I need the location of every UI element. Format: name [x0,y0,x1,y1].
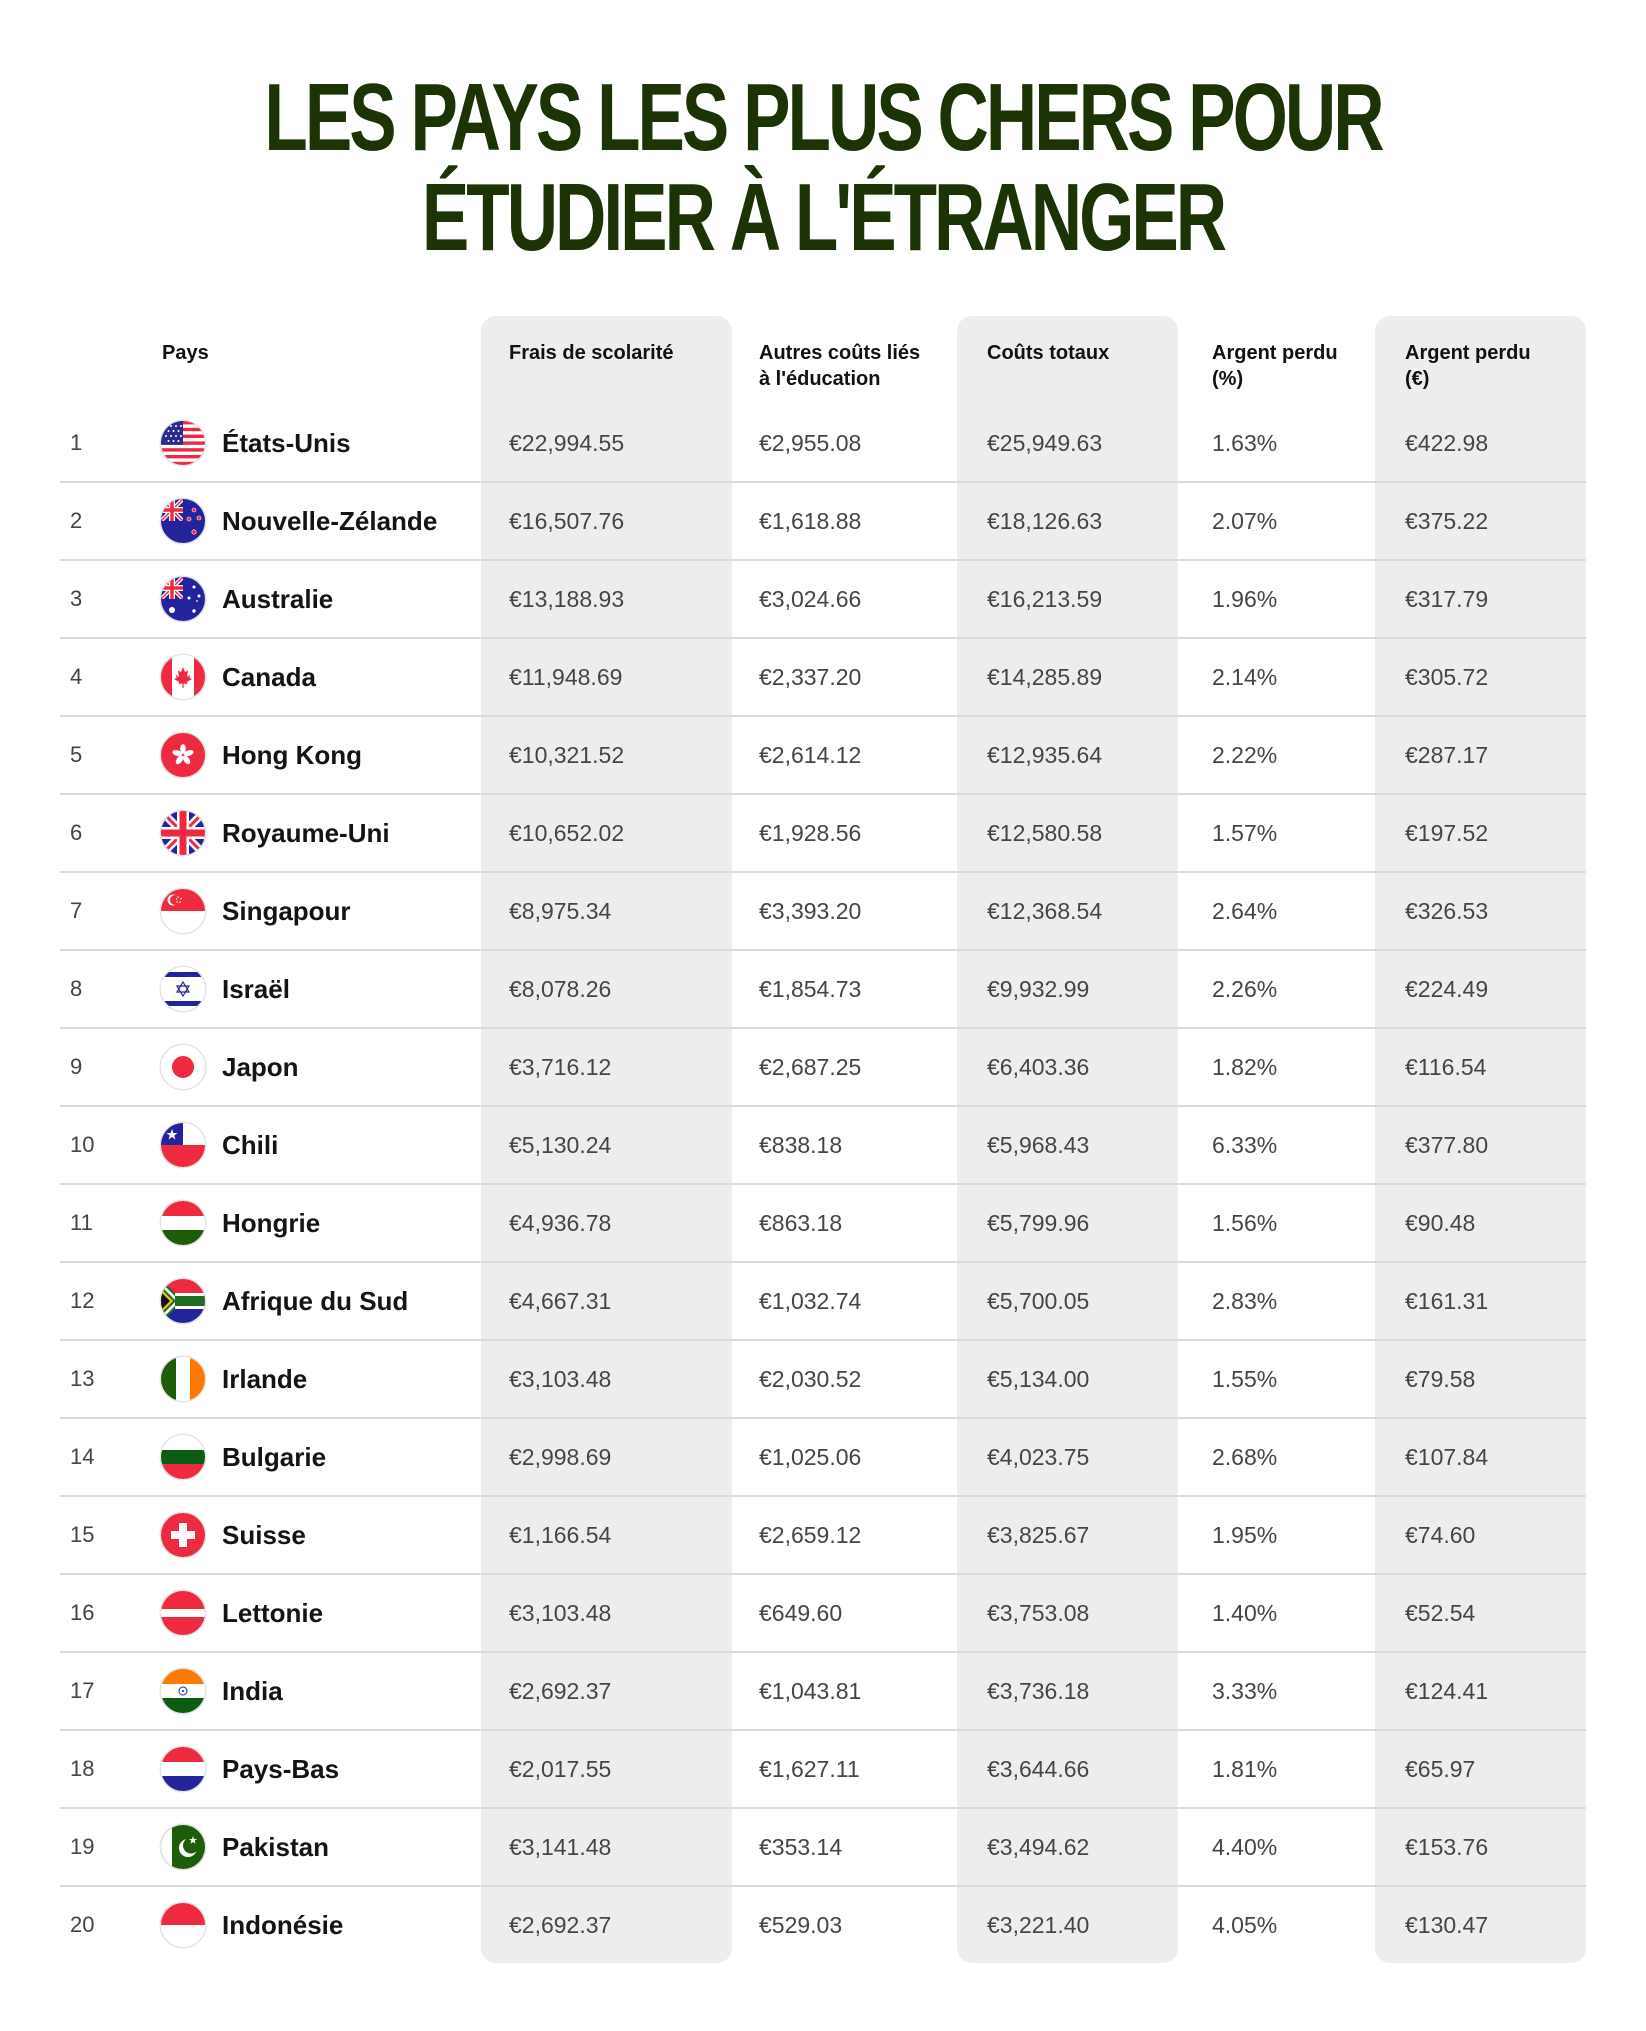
lost-pct-value: 1.57% [1212,820,1278,846]
tuition-value: €8,975.34 [509,898,612,924]
total-costs-value: €3,753.08 [987,1600,1090,1626]
tuition-value: €10,321.52 [509,742,625,768]
rank: 3 [70,586,83,611]
lost-eur-value: €305.72 [1405,664,1489,690]
lost-pct-value: 2.83% [1212,1288,1278,1314]
rank: 6 [70,820,83,845]
header-lost-pct-line1: Argent perdu [1212,342,1338,364]
country-name: Chili [222,1130,279,1160]
other-costs-value: €3,393.20 [759,898,862,924]
header-other-costs [759,340,920,392]
lost-eur-value: €317.79 [1405,586,1489,612]
table-row [60,1497,1586,1575]
total-costs-value: €5,700.05 [987,1288,1090,1314]
other-costs-value: €3,024.66 [759,586,862,612]
lost-eur-value: €375.22 [1405,508,1489,534]
other-costs-value: €649.60 [759,1600,843,1626]
tuition-value: €4,667.31 [509,1288,612,1314]
table-row [60,1575,1586,1653]
total-costs-value: €12,935.64 [987,742,1103,768]
other-costs-value: €863.18 [759,1210,843,1236]
lost-pct-value: 1.81% [1212,1756,1278,1782]
table-row [60,1887,1586,1965]
total-costs-value: €18,126.63 [987,508,1103,534]
header-lost-pct-line2: (%) [1212,368,1244,390]
country-name: Nouvelle-Zélande [222,506,438,536]
flag-ireland-icon [161,1357,205,1401]
table-row [60,1653,1586,1731]
lost-eur-value: €74.60 [1405,1522,1476,1548]
lost-pct-value: 1.95% [1212,1522,1278,1548]
other-costs-value: €1,854.73 [759,976,862,1002]
rank: 12 [70,1288,95,1313]
rank: 2 [70,508,83,533]
lost-eur-value: €107.84 [1405,1444,1489,1470]
table-row [60,561,1586,639]
table-row [60,795,1586,873]
other-costs-value: €1,928.56 [759,820,862,846]
rank: 11 [70,1210,93,1235]
country-name: Hongrie [222,1208,321,1238]
other-costs-value: €353.14 [759,1834,843,1860]
lost-pct-value: 1.56% [1212,1210,1278,1236]
lost-eur-value: €161.31 [1405,1288,1489,1314]
total-costs-value: €25,949.63 [987,430,1103,456]
country-name: India [222,1676,283,1706]
country-name: Pays-Bas [222,1754,340,1784]
lost-pct-value: 2.68% [1212,1444,1278,1470]
header-country: Pays [162,342,209,364]
rank: 8 [70,976,83,1001]
country-name: États-Unis [222,428,351,458]
flag-hong-kong-icon [161,733,205,777]
table-row [60,717,1586,795]
tuition-value: €5,130.24 [509,1132,612,1158]
flag-hungary-icon [161,1201,205,1245]
tuition-value: €3,103.48 [509,1600,612,1626]
tuition-value: €8,078.26 [509,976,612,1002]
header-other-costs-line2: à l'éducation [759,368,881,390]
total-costs-value: €6,403.36 [987,1054,1090,1080]
lost-eur-value: €90.48 [1405,1210,1476,1236]
lost-pct-value: 2.22% [1212,742,1278,768]
lost-eur-value: €130.47 [1405,1912,1489,1938]
header-lost-eur [1405,340,1531,392]
rank: 4 [70,664,83,689]
header-total-costs: Coûts totaux [987,342,1110,364]
lost-eur-value: €377.80 [1405,1132,1489,1158]
rank: 7 [70,898,83,923]
total-costs-value: €4,023.75 [987,1444,1090,1470]
lost-pct-value: 1.96% [1212,586,1278,612]
flag-india-icon [161,1669,205,1713]
header-other-costs-line1: Autres coûts liés [759,342,921,364]
title-line-1: LES PAYS LES PLUS CHERS POUR [264,64,1382,171]
rank: 17 [70,1678,95,1703]
total-costs-value: €14,285.89 [987,664,1103,690]
header-lost-pct [1212,340,1338,392]
country-name: Israël [222,974,290,1004]
other-costs-value: €1,627.11 [759,1756,860,1782]
country-name: Pakistan [222,1832,329,1862]
lost-pct-value: 2.64% [1212,898,1278,924]
other-costs-value: €2,659.12 [759,1522,862,1548]
total-costs-value: €3,221.40 [987,1912,1090,1938]
country-name: Japon [222,1052,299,1082]
other-costs-value: €838.18 [759,1132,843,1158]
tuition-value: €1,166.54 [509,1522,612,1548]
total-costs-value: €12,368.54 [987,898,1103,924]
other-costs-value: €2,614.12 [759,742,862,768]
total-costs-value: €3,736.18 [987,1678,1090,1704]
rank: 13 [70,1366,95,1391]
flag-pakistan-icon [161,1825,205,1869]
total-costs-value: €9,932.99 [987,976,1090,1002]
total-costs-value: €16,213.59 [987,586,1103,612]
lost-pct-value: 1.40% [1212,1600,1278,1626]
flag-indonesia-icon [161,1903,205,1947]
other-costs-value: €2,955.08 [759,430,862,456]
header-tuition: Frais de scolarité [509,342,674,364]
lost-eur-value: €326.53 [1405,898,1489,924]
other-costs-value: €1,032.74 [759,1288,862,1314]
table-row [60,951,1586,1029]
tuition-value: €3,141.48 [509,1834,612,1860]
country-name: Australie [222,584,334,614]
lost-eur-value: €79.58 [1405,1366,1476,1392]
tuition-value: €22,994.55 [509,430,625,456]
country-name: Royaume-Uni [222,818,390,848]
lost-pct-value: 4.05% [1212,1912,1278,1938]
table-row [60,639,1586,717]
rank: 14 [70,1444,95,1469]
flag-japan-icon [161,1045,205,1089]
rank: 10 [70,1132,95,1157]
flag-new-zealand-icon [161,499,205,543]
country-name: Indonésie [222,1910,344,1940]
flag-latvia-icon [161,1591,205,1635]
lost-pct-value: 3.33% [1212,1678,1278,1704]
tuition-value: €11,948.69 [509,664,623,690]
flag-switzerland-icon [161,1513,205,1557]
country-name: Afrique du Sud [222,1286,409,1316]
total-costs-value: €5,968.43 [987,1132,1090,1158]
lost-pct-value: 2.26% [1212,976,1278,1002]
total-costs-value: €5,799.96 [987,1210,1090,1236]
rank: 1 [70,430,83,455]
country-name: Bulgarie [222,1442,327,1472]
lost-eur-value: €65.97 [1405,1756,1476,1782]
country-name: Singapour [222,896,351,926]
table-row [60,1341,1586,1419]
table-row [60,1731,1586,1809]
tuition-value: €16,507.76 [509,508,625,534]
table-row [60,1419,1586,1497]
rank: 18 [70,1756,95,1781]
header-lost-eur-line2: (€) [1405,368,1430,390]
flag-uk-icon [161,811,205,855]
other-costs-value: €529.03 [759,1912,843,1938]
tuition-value: €2,017.55 [509,1756,612,1782]
country-name: Hong Kong [222,740,363,770]
total-costs-value: €5,134.00 [987,1366,1090,1392]
lost-eur-value: €422.98 [1405,430,1489,456]
rank: 5 [70,742,83,767]
rank: 16 [70,1600,95,1625]
flag-south-africa-icon [161,1279,205,1323]
table-row [60,1263,1586,1341]
lost-eur-value: €287.17 [1405,742,1489,768]
tuition-value: €2,998.69 [509,1444,612,1470]
total-costs-value: €3,825.67 [987,1522,1090,1548]
lost-pct-value: 1.63% [1212,430,1278,456]
tuition-value: €3,716.12 [509,1054,612,1080]
other-costs-value: €1,618.88 [759,508,862,534]
country-name: Lettonie [222,1598,324,1628]
tuition-value: €4,936.78 [509,1210,612,1236]
flag-canada-icon [161,655,205,699]
country-name: Canada [222,662,316,692]
flag-chile-icon [161,1123,205,1167]
country-name: Suisse [222,1520,306,1550]
lost-pct-value: 6.33% [1212,1132,1278,1158]
flag-bulgaria-icon [161,1435,205,1479]
country-name: Irlande [222,1364,308,1394]
table-row [60,1107,1586,1185]
header-lost-eur-line1: Argent perdu [1405,342,1531,364]
other-costs-value: €2,030.52 [759,1366,862,1392]
title-line-2: ÉTUDIER À L'ÉTRANGER [421,164,1225,271]
rank: 19 [70,1834,95,1859]
lost-pct-value: 1.82% [1212,1054,1278,1080]
rank: 9 [70,1054,83,1079]
lost-eur-value: €52.54 [1405,1600,1476,1626]
tuition-value: €13,188.93 [509,586,625,612]
other-costs-value: €1,025.06 [759,1444,862,1470]
total-costs-value: €3,644.66 [987,1756,1090,1782]
other-costs-value: €1,043.81 [759,1678,862,1704]
table-row [60,483,1586,561]
total-costs-value: €3,494.62 [987,1834,1090,1860]
lost-pct-value: 4.40% [1212,1834,1278,1860]
lost-pct-value: 1.55% [1212,1366,1278,1392]
lost-eur-value: €153.76 [1405,1834,1489,1860]
page-title [0,64,1646,271]
table-row [60,1029,1586,1107]
rank: 20 [70,1912,95,1937]
tuition-value: €10,652.02 [509,820,625,846]
other-costs-value: €2,337.20 [759,664,862,690]
lost-eur-value: €197.52 [1405,820,1489,846]
flag-netherlands-icon [161,1747,205,1791]
other-costs-value: €2,687.25 [759,1054,862,1080]
lost-eur-value: €224.49 [1405,976,1489,1002]
flag-israel-icon [161,967,205,1011]
flag-singapore-icon [161,889,205,933]
flag-usa-icon [161,421,205,465]
tuition-value: €2,692.37 [509,1912,612,1938]
table-row [60,405,1586,483]
total-costs-value: €12,580.58 [987,820,1103,846]
tuition-value: €3,103.48 [509,1366,612,1392]
flag-australia-icon [161,577,205,621]
table-row [60,1809,1586,1887]
table-row [60,873,1586,951]
rank: 15 [70,1522,95,1547]
lost-pct-value: 2.07% [1212,508,1278,534]
tuition-value: €2,692.37 [509,1678,612,1704]
lost-eur-value: €116.54 [1405,1054,1487,1080]
table-row [60,1185,1586,1263]
lost-pct-value: 2.14% [1212,664,1278,690]
lost-eur-value: €124.41 [1405,1678,1489,1704]
